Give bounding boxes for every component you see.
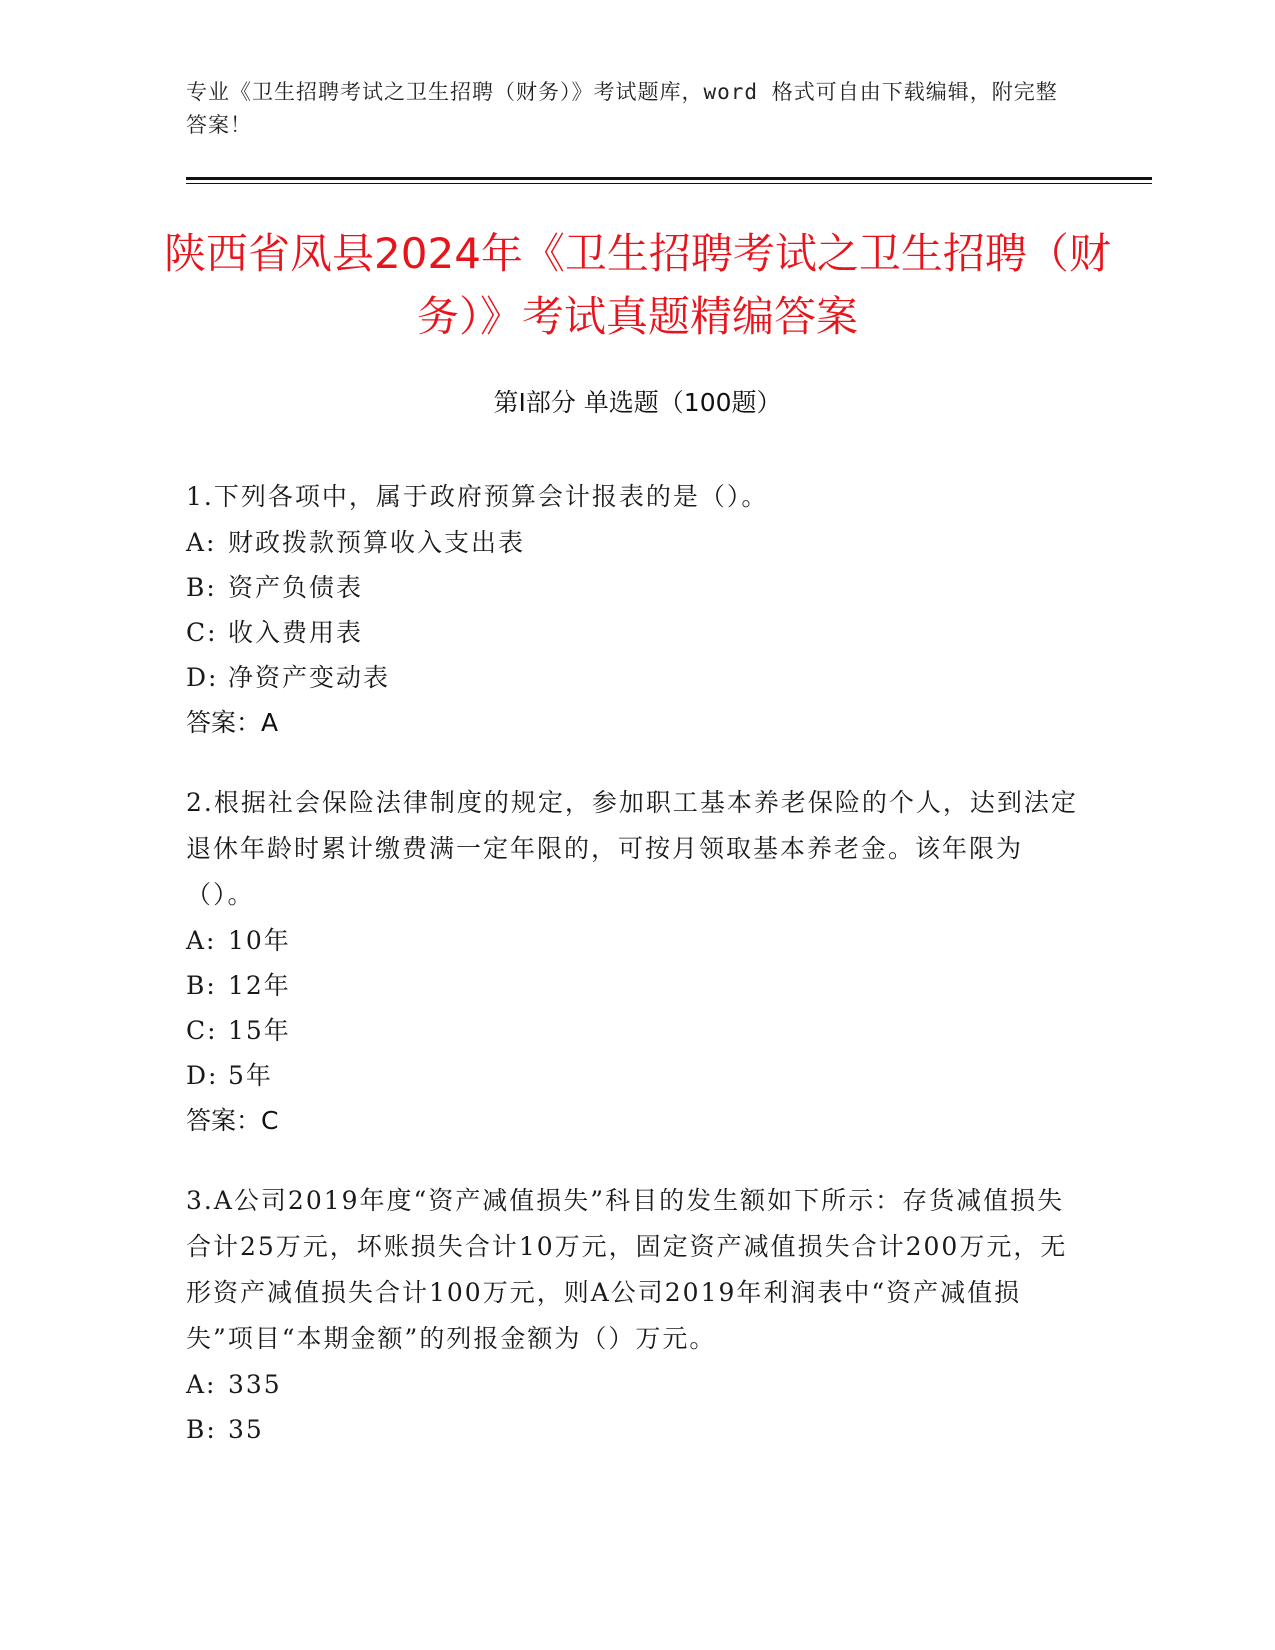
answer: 答案：A bbox=[186, 708, 279, 737]
document-title: 陕西省凤县2024年《卫生招聘考试之卫生招聘（财务）》考试真题精编答案 bbox=[164, 229, 1111, 341]
option-text: 收入费用表 bbox=[228, 618, 364, 647]
option-key: D: bbox=[186, 1061, 219, 1090]
question-1 bbox=[186, 474, 1086, 746]
option-key: B: bbox=[186, 1415, 217, 1444]
option-key: D: bbox=[186, 663, 219, 692]
option-c bbox=[186, 1008, 1086, 1053]
option-a bbox=[186, 520, 1086, 565]
option-c bbox=[186, 610, 1086, 655]
option-text: 15年 bbox=[228, 1016, 291, 1045]
option-d bbox=[186, 1053, 1086, 1098]
option-text: 资产负债表 bbox=[228, 573, 364, 602]
option-text: 净资产变动表 bbox=[228, 663, 391, 692]
option-key: A: bbox=[186, 528, 217, 557]
question-3 bbox=[186, 1178, 1086, 1452]
option-text: 335 bbox=[228, 1370, 282, 1399]
option-key: A: bbox=[186, 926, 217, 955]
question-stem: 1.下列各项中，属于政府预算会计报表的是（）。 bbox=[186, 482, 769, 511]
option-a bbox=[186, 1362, 1086, 1407]
option-key: B: bbox=[186, 573, 217, 602]
option-b bbox=[186, 963, 1086, 1008]
option-key: C: bbox=[186, 618, 218, 647]
question-2 bbox=[186, 780, 1086, 1144]
header-divider-thin bbox=[186, 183, 1152, 184]
header-divider-thick bbox=[186, 177, 1152, 180]
header-note: 专业《卫生招聘考试之卫生招聘（财务）》考试题库，word 格式可自由下载编辑，附完整答案！ bbox=[186, 80, 1058, 137]
question-stem: 2.根据社会保险法律制度的规定，参加职工基本养老保险的个人，达到法定退休年龄时累计缴费满一定年限的，可按月领取基本养老金。该年限为（）。 bbox=[186, 788, 1078, 909]
section-title: 第Ⅰ部分 单选题（100题） bbox=[493, 388, 782, 417]
answer: 答案：C bbox=[186, 1106, 279, 1135]
option-key: C: bbox=[186, 1016, 218, 1045]
option-key: A: bbox=[186, 1370, 217, 1399]
option-d bbox=[186, 655, 1086, 700]
option-text: 35 bbox=[228, 1415, 264, 1444]
option-text: 财政拨款预算收入支出表 bbox=[228, 528, 526, 557]
option-key: B: bbox=[186, 971, 217, 1000]
option-text: 12年 bbox=[228, 971, 291, 1000]
option-b bbox=[186, 565, 1086, 610]
option-text: 10年 bbox=[228, 926, 291, 955]
question-list bbox=[186, 474, 1086, 1486]
option-a bbox=[186, 918, 1086, 963]
option-b bbox=[186, 1407, 1086, 1452]
option-text: 5年 bbox=[228, 1061, 273, 1090]
question-stem: 3.A公司2019年度“资产减值损失”科目的发生额如下所示：存货减值损失合计25万元，坏账损失合计10万元，固定资产减值损失合计200万元，无形资产减值损失合计100万元，则A公司2019年利润表中“资产减值损失”项目“本期金额”的列报金额为（）万元。 bbox=[186, 1186, 1068, 1353]
